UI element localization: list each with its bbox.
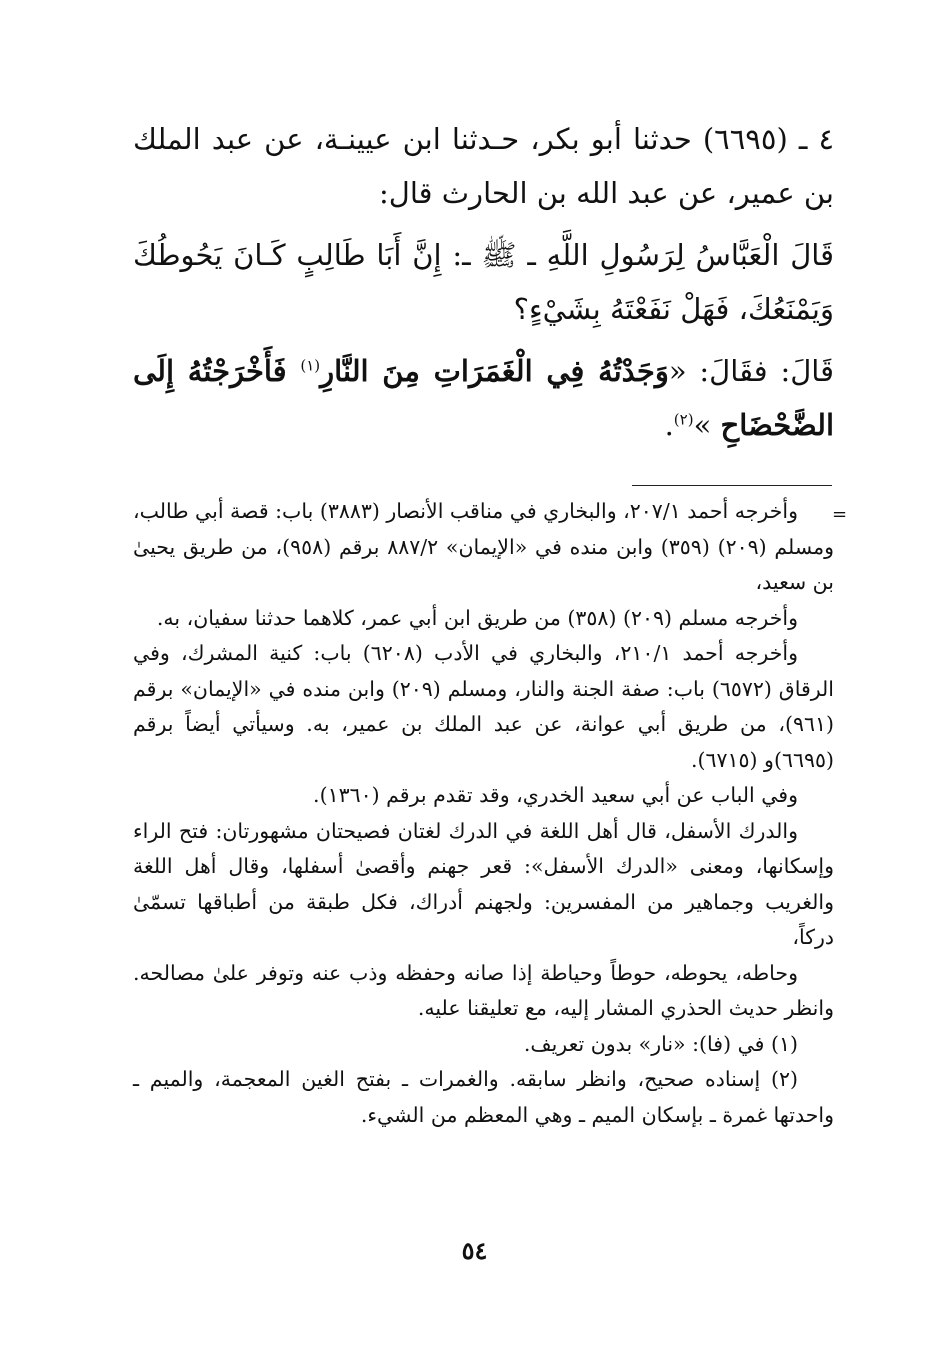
footnote-1: (١) في (فا): «نار» بدون تعريف.: [523, 1031, 798, 1056]
footnote-paragraph: وأخرجه أحمد ٢١٠/١، والبخاري في الأدب (٦٢٠٨) باب: كنية المشرك، وفي الرقاق (٦٥٧٢) باب: صفة الجنة والنار، ومسلم (٢٠٩) وابن منده في «الإيمان» برقم (٩٦١)، من طريق أبي عوانة، عن عبد الملك بن عمير، به. وسيأتي أيضاً برقم (٦٦٩٥)و (٦٧١٥).: [133, 641, 834, 772]
main-text: [133, 112, 834, 452]
footnote-paragraph: والدرك الأسفل، قال أهل اللغة في الدرك لغتان فصيحتان مشهورتان: فتح الراء وإسكانها، ومعنى «الدرك الأسفل»: قعر جهنم وأقصىٰ أسفلها، وقال أهل اللغة والغريب وجماهير من المفسرين: ولجهنم أدراك، فكل طبقة من أطباقها تسمّىٰ دركاً،: [133, 818, 834, 949]
footnote-ref-2: (٢): [673, 410, 694, 429]
footnote-separator: [632, 485, 832, 486]
footnote-paragraph: وأخرجه مسلم (٢٠٩) (٣٥٨) من طريق ابن أبي عمر، كلاهما حدثنا سفيان، به.: [156, 605, 798, 630]
hadith-chain: ٤ ـ (٦٦٩٥) حدثنا أبو بكر، حـدثنا ابن عيينـة، عن عبد الملك بن عمير، عن عبد الله بن الحارث قال:: [133, 122, 835, 210]
footnote-continuation-mark: =: [832, 504, 848, 525]
answer-end: .: [664, 408, 674, 442]
answer-part-1: وَجَدْتُهُ فِي الْغَمَرَاتِ مِنَ النَّارِ: [320, 354, 669, 388]
hadith-question: قَالَ الْعَبَّاسُ لِرَسُولِ اللَّهِ ـ ﷺ ـ: إِنَّ أَبَا طَالِبٍ كَـانَ يَحُوطُكَ وَيَمْنَعُكَ، فَهَلْ نَفَعْتَهُ بِشَيْءٍ؟: [133, 238, 834, 326]
footnote-ref-1: (١): [300, 356, 321, 375]
footnote-paragraph: وأخرجه أحمد ٢٠٧/١، والبخاري في مناقب الأنصار (٣٨٨٣) باب: قصة أبي طالب، ومسلم (٢٠٩) (٣٥٩) وابن منده في «الإيمان» ٨٨٧/٢ برقم (٩٥٨)، من طريق يحيىٰ بن سعيد،: [132, 499, 834, 594]
answer-close: »: [693, 408, 721, 442]
footnote-paragraph: وحاطه، يحوطه، حوطاً وحياطة إذا صانه وحفظه وذب عنه وتوفر علىٰ مصالحه. وانظر حديث الحذري المشار إليه، مع تعليقنا عليه.: [133, 960, 834, 1020]
footnotes: [133, 494, 834, 1133]
footnote-2: (٢) إسناده صحيح، وانظر سابقه. والغمرات ـ بفتح الغين المعجمة، والميم ـ واحدتها غمرة ـ بإسكان الميم ـ وهي المعظم من الشيء.: [133, 1067, 834, 1127]
answer-intro: قَالَ: فقَالَ: «: [668, 354, 834, 388]
hadith-answer: [133, 344, 834, 452]
footnote-paragraph: وفي الباب عن أبي سعيد الخدري، وقد تقدم برقم (١٣٦٠).: [313, 783, 798, 807]
answer-part-2: فَأَخْرَجْتُهُ إِلَى الضَّحْضَاحِ: [133, 354, 834, 442]
page-number: ٥٤: [461, 1236, 488, 1265]
